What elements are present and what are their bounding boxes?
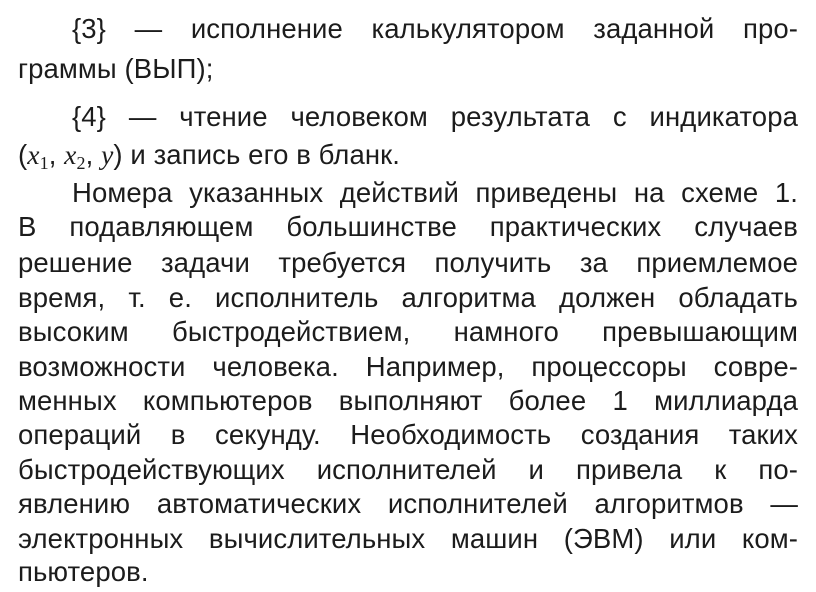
formula-tail: и запись его в бланк.	[122, 139, 400, 170]
text-line: быстродействующих исполнителей и привела к по-	[18, 454, 798, 485]
text-line: решение задачи требуется получить за приемлемое	[18, 247, 798, 278]
formula-line	[18, 138, 798, 180]
formula-close: )	[113, 139, 123, 170]
text-line: пьютеров.	[18, 556, 149, 587]
text-line: граммы (ВЫП);	[18, 53, 214, 84]
formula-y: y	[101, 139, 114, 170]
text-line: возможности человека. Например, процессоры совре-	[18, 351, 798, 382]
text-line: Номера указанных действий приведены на схеме 1.	[72, 177, 798, 208]
text-line: время, т. е. исполнитель алгоритма должен обладать	[18, 282, 798, 313]
text-line: явлению автоматических исполнителей алгоритмов —	[18, 488, 798, 519]
formula-x2: x	[64, 139, 77, 170]
text-line: менных компьютеров выполняют более 1 миллиарда	[18, 385, 798, 416]
text-line: {4} — чтение человеком результата с индикатора	[72, 101, 798, 132]
formula-sub2: 2	[76, 153, 86, 173]
formula-sep1: ,	[48, 139, 65, 170]
text-line: В подавляющем большинстве практических случаев	[18, 211, 798, 242]
formula-sep2: ,	[85, 139, 102, 170]
formula-sub1: 1	[39, 153, 49, 173]
text-line: высоким быстродействием, намного превышающим	[18, 316, 798, 347]
formula-open: (	[18, 139, 28, 170]
text-line: операций в секунду. Необходимость создания таких	[18, 419, 798, 450]
formula-x1: x	[27, 139, 40, 170]
text-line: {3} — исполнение калькулятором заданной про-	[72, 13, 798, 44]
text-line: электронных вычислительных машин (ЭВМ) или ком-	[18, 523, 798, 554]
